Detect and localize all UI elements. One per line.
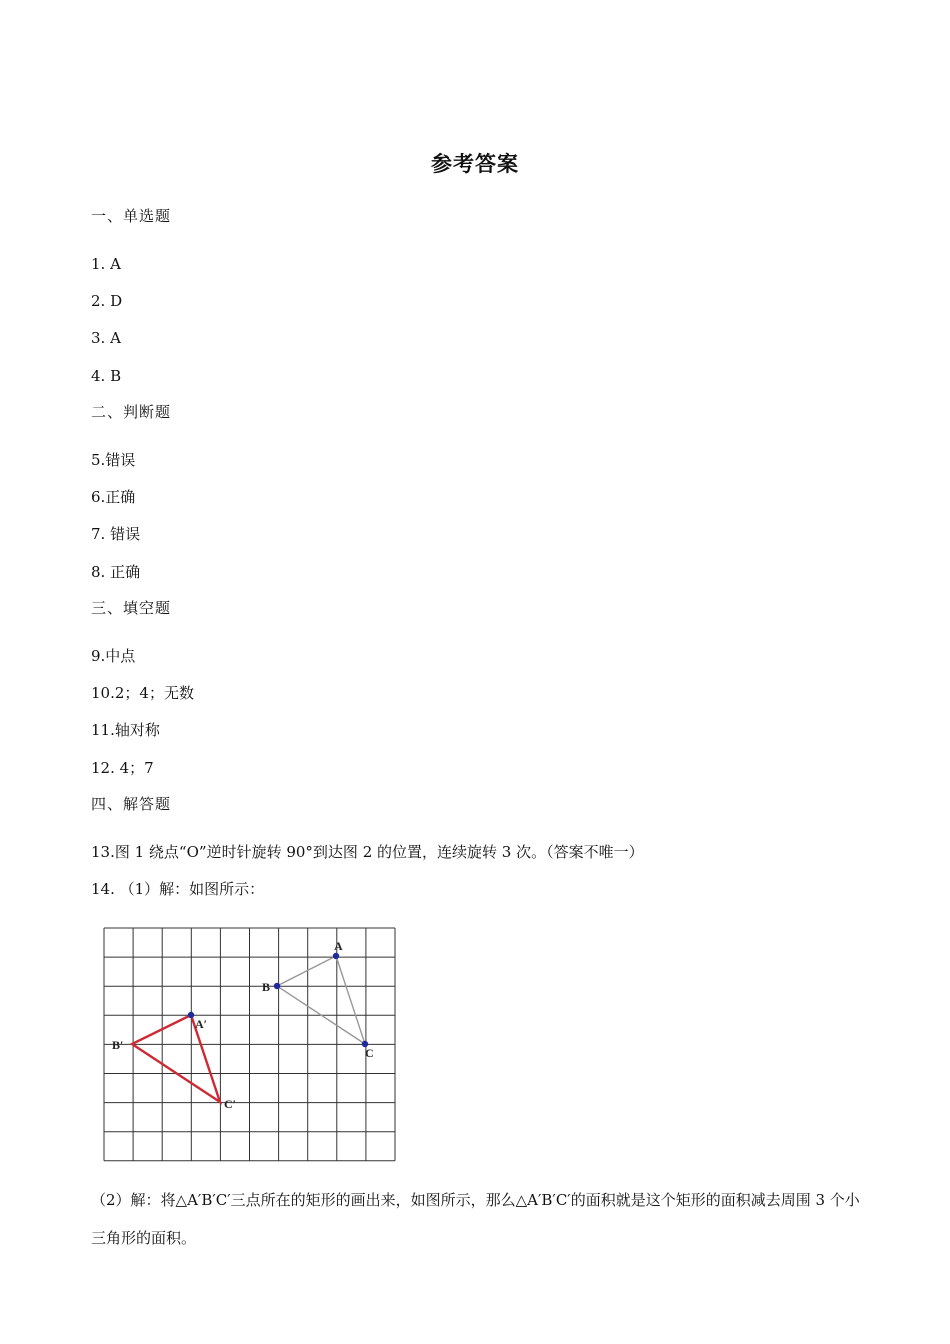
answer-8: 8. 正确 bbox=[91, 563, 141, 581]
section-heading-fill-blank: 三、填空题 bbox=[91, 599, 172, 617]
answer-5: 5.错误 bbox=[91, 451, 136, 469]
answer-14-part2: （2）解：将△A′B′C′三点所在的矩形的画出来，如图所示，那么△A′B′C′的面积就是这个矩形的面积减去周围 3 个小三角形的面积。 bbox=[91, 1191, 860, 1247]
answer-1: 1. A bbox=[91, 255, 121, 273]
label-b-prime: B′ bbox=[112, 1038, 124, 1052]
answer-7: 7. 错误 bbox=[91, 525, 141, 543]
answer-4: 4. B bbox=[91, 367, 122, 385]
section-heading-true-false: 二、判断题 bbox=[91, 403, 172, 421]
label-c: C bbox=[365, 1046, 374, 1060]
answer-13: 13.图 1 绕点“O”逆时针旋转 90°到达图 2 的位置，连续旋转 3 次。（答案不唯一） bbox=[91, 843, 644, 861]
answer-6: 6.正确 bbox=[91, 488, 136, 506]
label-a-prime: A′ bbox=[195, 1017, 208, 1031]
answer-11: 11.轴对称 bbox=[91, 721, 160, 739]
triangle-abc bbox=[277, 956, 365, 1044]
answer-2: 2. D bbox=[91, 292, 123, 310]
answer-10: 10.2；4；无数 bbox=[91, 684, 194, 702]
label-c-prime: C′ bbox=[224, 1097, 237, 1111]
section-heading-solutions: 四、解答题 bbox=[91, 795, 172, 813]
label-b: B bbox=[262, 980, 271, 994]
answer-9: 9.中点 bbox=[91, 647, 136, 665]
grid-lines bbox=[104, 928, 395, 1161]
page-title: 参考答案 bbox=[431, 151, 519, 176]
point-a bbox=[333, 953, 339, 959]
point-b bbox=[274, 983, 280, 989]
label-a: A bbox=[334, 939, 343, 953]
answer-14-part1: 14. （1）解：如图所示： bbox=[91, 880, 265, 898]
rotation-grid-figure bbox=[100, 924, 400, 1168]
answer-12: 12. 4；7 bbox=[91, 759, 154, 777]
section-heading-single-choice: 一、单选题 bbox=[91, 207, 172, 225]
answer-3: 3. A bbox=[91, 329, 121, 347]
point-a-prime bbox=[188, 1012, 194, 1018]
